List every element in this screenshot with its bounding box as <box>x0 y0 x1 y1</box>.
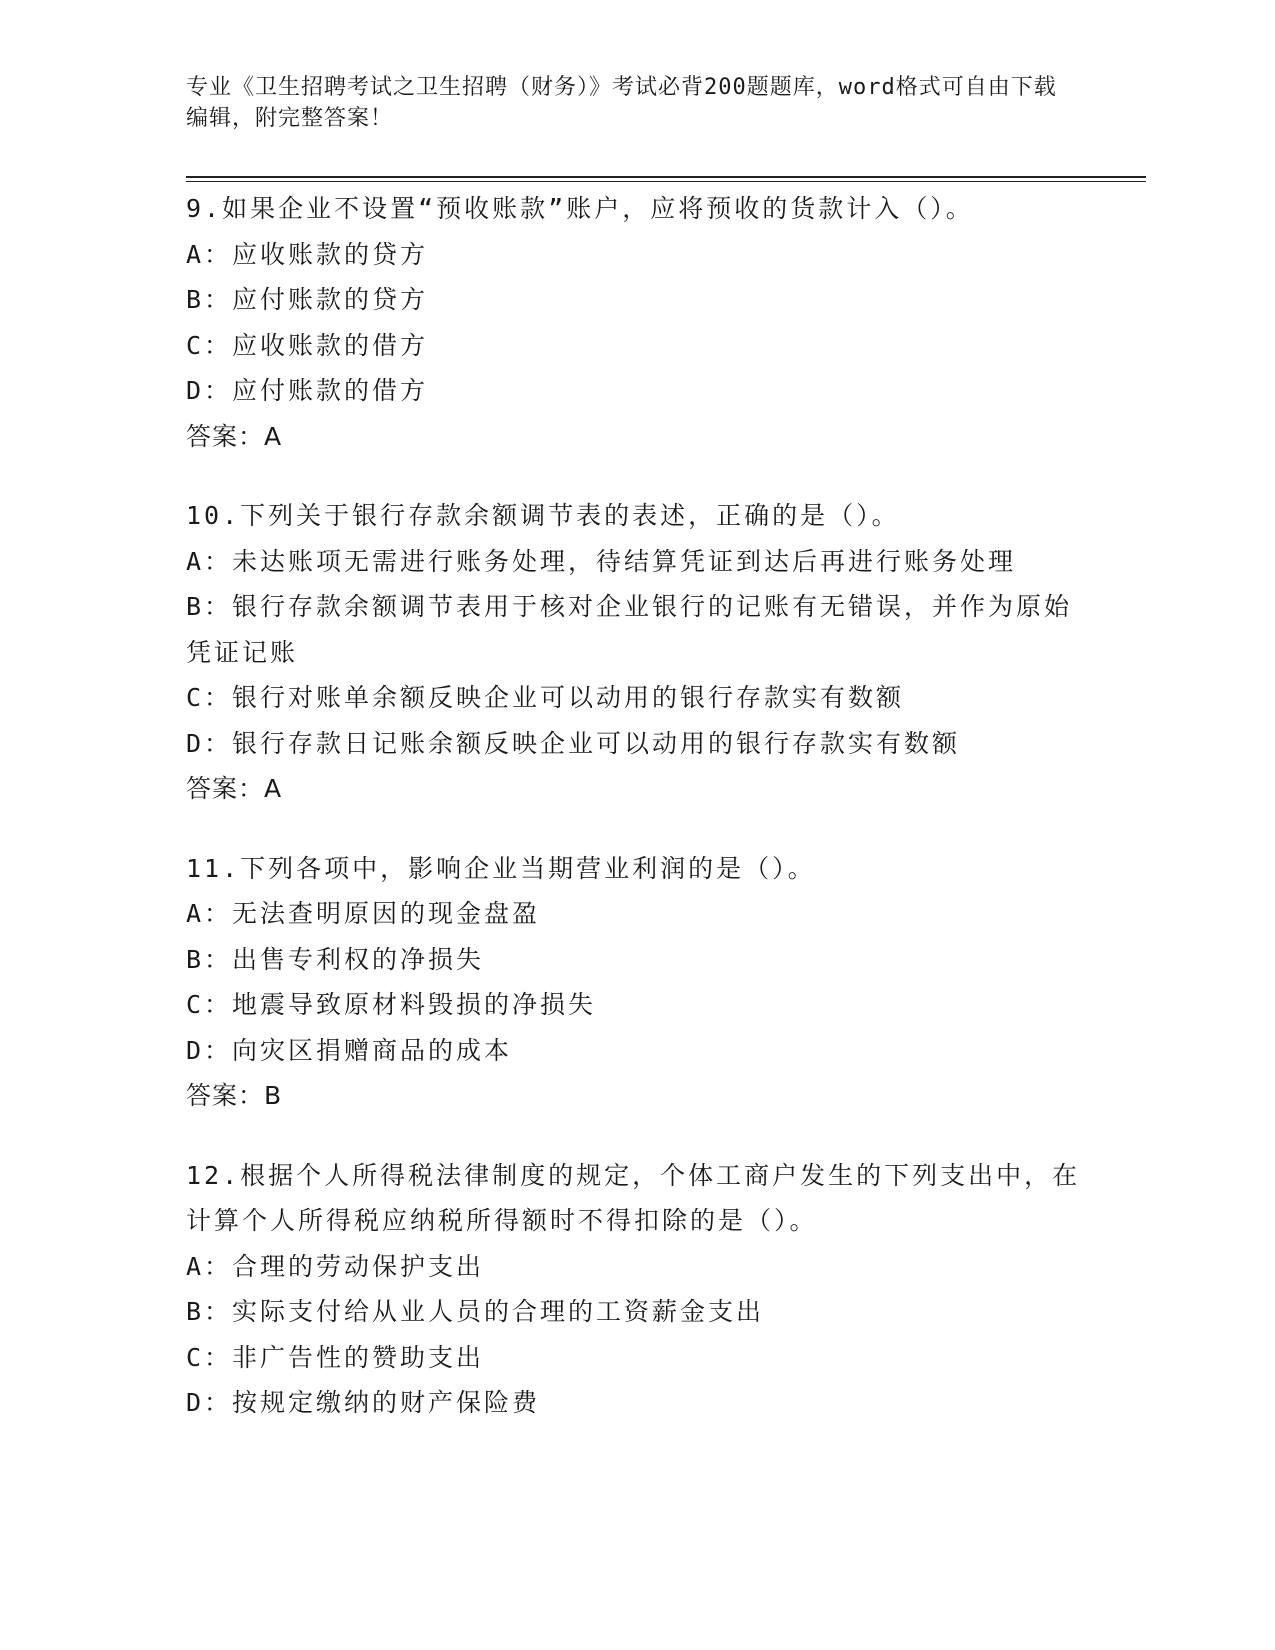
option-d: D：应付账款的借方 <box>186 376 429 405</box>
option-c: C：银行对账单余额反映企业可以动用的银行存款实有数额 <box>186 683 905 712</box>
document-header: 专业《卫生招聘考试之卫生招聘（财务）》考试必背200题题库，word格式可自由下载编辑，附完整答案！ <box>186 75 1057 131</box>
option-d: D：银行存款日记账余额反映企业可以动用的银行存款实有数额 <box>186 728 961 758</box>
option-c: C：非广告性的赞助支出 <box>186 1342 485 1372</box>
option-a: A：无法查明原因的现金盘盈 <box>186 899 541 928</box>
option-b: B：出售专利权的净损失 <box>186 944 485 974</box>
header-divider-thin <box>186 181 1146 182</box>
question-stem: 9.如果企业不设置“预收账款”账户，应将预收的货款计入（）。 <box>186 194 974 223</box>
option-c: C：应收账款的借方 <box>186 330 429 360</box>
answer-line: 答案：A <box>186 421 283 451</box>
option-c: C：地震导致原材料毁损的净损失 <box>186 990 597 1019</box>
question-9 <box>186 186 1086 459</box>
question-11 <box>186 846 1086 1119</box>
question-list <box>186 186 1086 1460</box>
answer-line: 答案：A <box>186 774 283 803</box>
question-stem: 11.下列各项中，影响企业当期营业利润的是（）。 <box>186 853 816 883</box>
header-divider-thick <box>186 176 1146 178</box>
option-d: D：向灾区捐赠商品的成本 <box>186 1035 513 1065</box>
option-b: B：应付账款的贷方 <box>186 285 429 314</box>
option-a: A：合理的劳动保护支出 <box>186 1251 485 1281</box>
option-b: B：银行存款余额调节表用于核对企业银行的记账有无错误，并作为原始凭证记账 <box>186 592 1073 667</box>
question-stem: 10.下列关于银行存款余额调节表的表述，正确的是（）。 <box>186 501 900 530</box>
question-12 <box>186 1153 1086 1426</box>
answer-line: 答案：B <box>186 1081 283 1110</box>
option-d: D：按规定缴纳的财产保险费 <box>186 1388 541 1417</box>
question-10 <box>186 493 1086 812</box>
option-b: B：实际支付给从业人员的合理的工资薪金支出 <box>186 1297 765 1326</box>
option-a: A：应收账款的贷方 <box>186 239 429 269</box>
option-a: A：未达账项无需进行账务处理，待结算凭证到达后再进行账务处理 <box>186 546 1017 576</box>
question-stem: 12.根据个人所得税法律制度的规定，个体工商户发生的下列支出中，在计算个人所得税应纳税所得额时不得扣除的是（）。 <box>186 1160 1081 1235</box>
